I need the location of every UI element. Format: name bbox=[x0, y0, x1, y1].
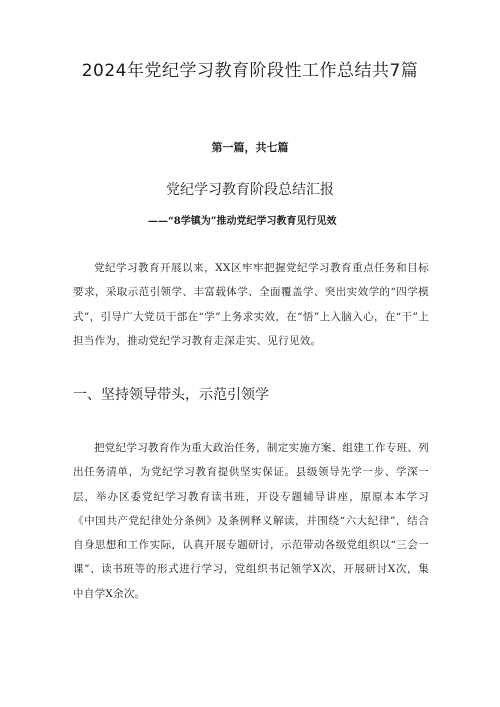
article-title: 党纪学习教育阶段总结汇报 bbox=[166, 182, 334, 198]
section-heading: 一、坚持领导带头，示范引领学 bbox=[73, 387, 269, 403]
part-label: 第一篇，共七篇 bbox=[211, 141, 289, 154]
intro-paragraph: 党纪学习教育开展以来，XX区牢牢把握党纪学习教育重点任务和目标要求，采取示范引领学、丰富载体学、全面覆盖学、突出实效学的“四学模式”，引导广大党员干部在“学”上务求实效，在“悟”上入脑入心，在“干”上担当作为，推动党纪学习教育走深走实、见行见效。 bbox=[73, 262, 429, 347]
section-paragraph: 把党纪学习教育作为重大政治任务，制定实施方案、组建工作专班、列出任务清单，为党纪学习教育提供坚实保证。县级领导先学一步、学深一层，举办区委党纪学习教育读书班，开设专题辅导讲座，原原本本学习《中国共产党纪律处分条例》及条例释义解读，并围绕“六大纪律”，结合自身思想和工作实际，认真开展专题研讨，示范带动各级党组织以“三会一课”、读书班等的形式进行学习，党组织书记领学X次，开展研讨X次，集中自学X余次。 bbox=[73, 442, 429, 600]
article-subtitle: ——“8学镇为”推动党纪学习教育见行见效 bbox=[148, 216, 337, 227]
document-title: 2024年党纪学习教育阶段性工作总结共7篇 bbox=[81, 61, 419, 81]
